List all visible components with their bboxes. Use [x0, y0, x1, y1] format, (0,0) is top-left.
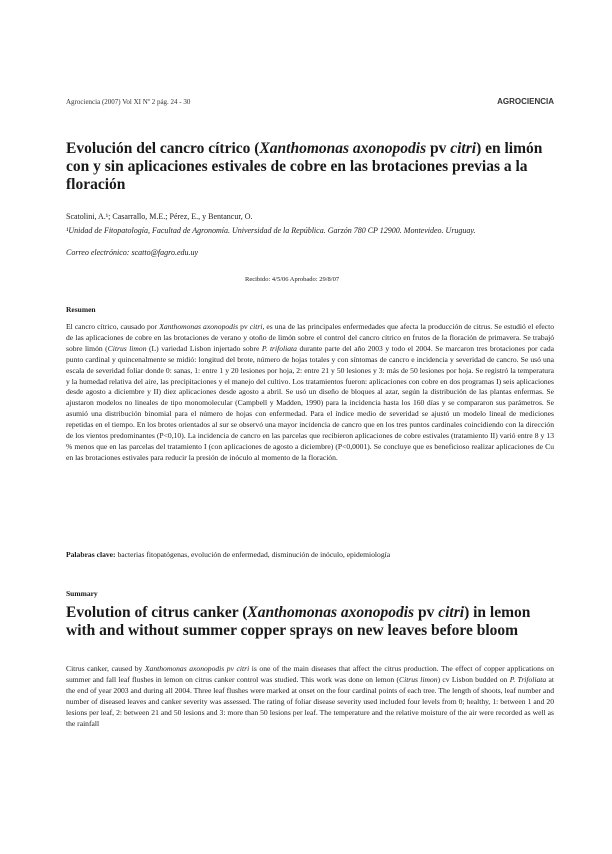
journal-reference: Agrociencia (2007) Vol XI Nº 2 pág. 24 - 30: [66, 98, 191, 106]
keywords: [66, 550, 554, 559]
article-title-spanish: Evolución del cancro cítrico (Xanthomonas axonopodis pv citri) en limón con y sin aplicaciones estivales de cobre en las brotaciones previas a la floración: [66, 140, 543, 193]
abstract-english: Citrus canker, caused by Xanthomonas axonopodis pv citri is one of the main diseases that affect the citrus production. The effect of copper applications on summer and fall leaf flushes in lemon on citrus canker control was studied. This work was done on lemon (Citrus limon) cv Lisbon budded on P. Trifoliata at the end of year 2003 and during all 2004. Three leaf flushes were marked at onset on the four cardinal points of each tree. The length of shoots, leaf number and number of diseased leaves and canker severity was assessed. The rating of foliar disease severity used included four levels from 0; healthy, 1: between 1 and 20 lesions per leaf, 2: between 21 and 50 lesions and 3: more than 50 lesions per leaf. The temperature and the relative moisture of the air were recorded as well as the rainfall: [66, 664, 555, 728]
summary-heading: Summary: [66, 589, 98, 598]
keywords-label: Palabras clave:: [66, 550, 116, 559]
keywords-text: bacterias fitopatógenas, evolución de enfermedad, disminución de inóculo, epidemiología: [115, 550, 391, 559]
article-title-english: Evolution of citrus canker (Xanthomonas axonopodis pv citri) in lemon with and without summer copper sprays on new leaves before bloom: [66, 604, 531, 639]
authors: Scatolini, A.¹; Casarrallo, M.E.; Pérez, E., y Bentancur, O.: [66, 212, 253, 221]
contact-email: Correo electrónico: scatto@fagro.edu.uy: [66, 248, 199, 257]
affiliation: ¹Unidad de Fitopatología, Facultad de Agronomía. Universidad de la República. Garzón 780 CP 12900. Montevideo. Uruguay.: [66, 226, 476, 235]
abstract-spanish: El cancro cítrico, causado por Xanthomonas axonopodis pv citri, es una de las principales enfermedades que afecta la producción de citrus. Se estudió el efecto de las aplicaciones de cobre en las brotaciones de verano y otoño de limón sobre el control del cancro cítrico en frutos de la floración de primavera. Se trabajó sobre limón (Citrus limon (L) variedad Lisbon injertado sobre P. trifoliata durante parte del año 2003 y todo el 2004. Se marcaron tres brotaciones por cada punto cardinal y quincenalmente se midió: longitud del brote, número de hojas totales y con síntomas de cancro e incidencia y severidad de cancro. Se usó una escala de severidad foliar donde 0: sanas, 1: entre 1 y 20 lesiones por hoja, 2: entre 21 y 50 lesiones y 3: más de 50 lesiones por hoja. Se registró la temperatura y la humedad relativa del aire, las precipitaciones y el manejo del cultivo. Los tratamientos fueron: aplicaciones con cobre en dos programas I) seis aplicaciones desde agosto a diciembre y II) diez aplicaciones desde agosto a abril. Se usó un diseño de bloques al azar, según la distribución de las plantas enfermas. Se ajustaron modelos no lineales de tipo monomolecular (Campbell y Madden, 1990) para la incidencia hasta los 160 días y se compararon sus parámetros. Se asumió una distribución binomial para el número de hojas con enfermedad. Para el índice medio de severidad se ajustó un modelo lineal de mediciones repetidas en el tiempo. En los brotes orientados al sur se observó una mayor incidencia de cancro que en los tres puntos cardinales coincidiendo con la dirección de los vientos predominantes (P<0,10). La incidencia de cancro en las parcelas que recibieron aplicaciones de cobre estivales (tratamiento II) varió entre 8 y 13 % menos que en las parcelas del tratamiento I (con aplicaciones de agosto a diciembre) (P<0,0001). Se concluye que es beneficioso realizar aplicaciones de Cu en las brotaciones estivales para reducir la presión de inóculo al momento de la floración.: [66, 322, 555, 462]
received-approved-dates: Recibido: 4/5/06 Aprobado: 29/8/07: [245, 276, 340, 283]
journal-name: AGROCIENCIA: [497, 97, 554, 106]
resumen-heading: Resumen: [66, 305, 96, 314]
